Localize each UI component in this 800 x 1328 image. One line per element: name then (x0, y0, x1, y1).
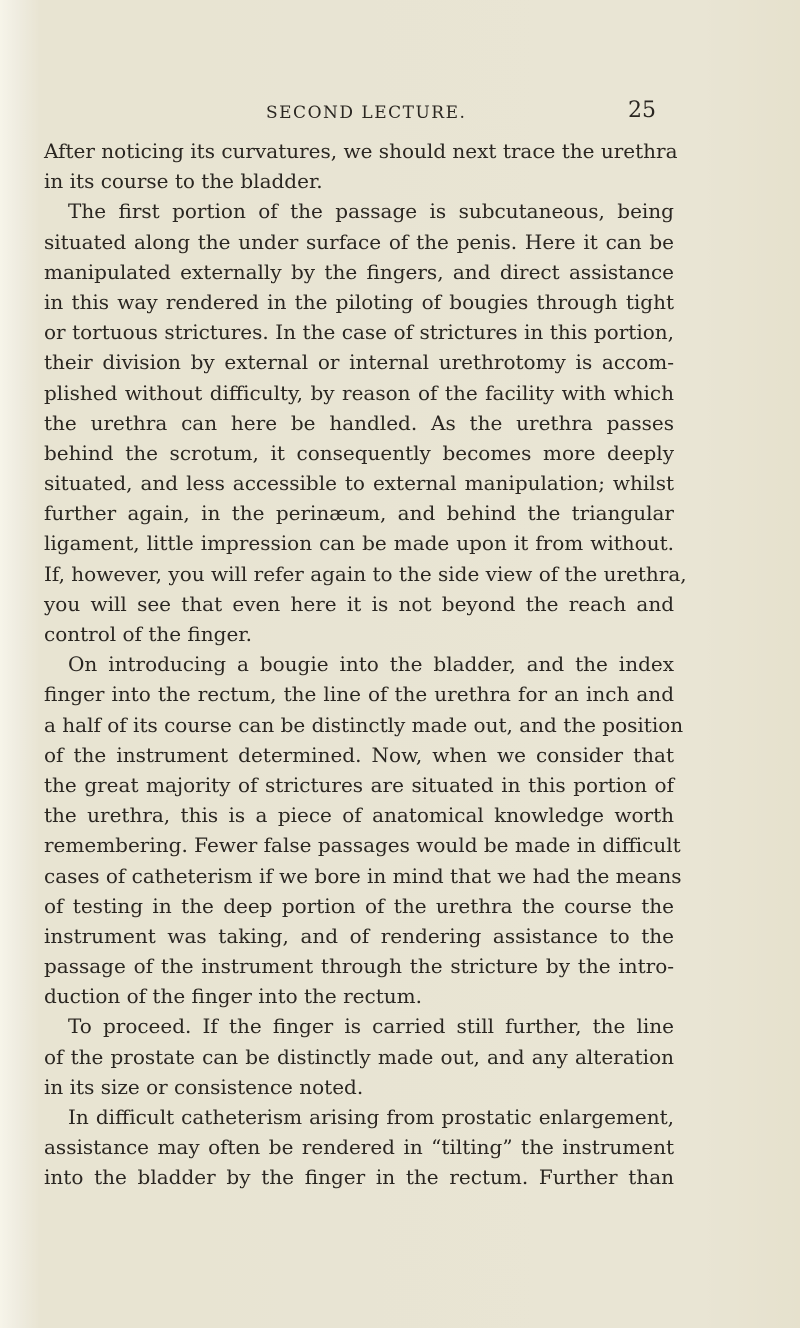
text-line: of testing in the deep portion of the urethra the course the (44, 893, 674, 918)
text-line: of the prostate can be distinctly made out, and any alteration (44, 1044, 674, 1069)
text-line: further again, in the perinæum, and behind the triangular (44, 501, 674, 526)
text-line: you will see that even here it is not beyond the reach and (44, 591, 674, 616)
text-line: in its course to the bladder. (44, 169, 323, 194)
text-line: ligament, little impression can be made upon it from without. (44, 531, 674, 556)
text-line: the urethra, this is a piece of anatomical knowledge worth (44, 803, 674, 828)
text-line: situated along the under surface of the penis. Here it can be (44, 229, 674, 254)
text-line: the great majority of strictures are situated in this portion of (44, 772, 674, 797)
text-line: If, however, you will refer again to the side view of the urethra, (44, 561, 687, 586)
page-number: 25 (628, 98, 656, 123)
text-line: or tortuous strictures. In the case of strictures in this portion, (44, 320, 674, 345)
text-line: manipulated externally by the fingers, and direct assistance (44, 259, 674, 284)
text-line: passage of the instrument through the stricture by the intro- (44, 954, 674, 979)
text-line: duction of the finger into the rectum. (44, 984, 422, 1009)
text-line: a half of its course can be distinctly made out, and the position (44, 712, 684, 737)
text-line: into the bladder by the finger in the rectum. Further than (44, 1165, 674, 1190)
text-line: finger into the rectum, the line of the urethra for an inch and (44, 682, 674, 707)
text-line: behind the scrotum, it consequently becomes more deeply (44, 440, 674, 465)
text-line: the urethra can here be handled. As the urethra passes (44, 410, 674, 435)
text-line: cases of catheterism if we bore in mind that we had the means (44, 863, 682, 888)
text-line: control of the finger. (44, 622, 253, 646)
text-line: On introducing a bougie into the bladder, and the index (68, 652, 674, 677)
text-line: remembering. Fewer false passages would be made in difficult (44, 833, 681, 858)
text-line: their division by external or internal urethrotomy is accom- (44, 350, 674, 375)
text-line: To proceed. If the finger is carried still further, the line (68, 1014, 674, 1039)
running-head (0, 98, 800, 125)
text-line: in its size or consistence noted. (44, 1074, 364, 1099)
body-text (44, 136, 687, 1193)
text-line: of the instrument determined. Now, when we consider that (44, 742, 674, 767)
text-line: plished without difficulty, by reason of the facility with which (44, 380, 674, 405)
text-line: situated, and less accessible to external manipulation; whilst (44, 471, 674, 496)
text-line: in this way rendered in the piloting of bougies through tight (44, 289, 674, 314)
text-line: After noticing its curvatures, we should next trace the urethra (44, 139, 678, 163)
running-head-title: SECOND LECTURE. (266, 103, 467, 123)
text-line: assistance may often be rendered in “tilting” the instrument (44, 1135, 674, 1160)
text-line: In difficult catheterism arising from prostatic enlargement, (68, 1105, 674, 1129)
text-line: instrument was taking, and of rendering assistance to the (44, 923, 674, 948)
text-line: The first portion of the passage is subcutaneous, being (68, 199, 674, 224)
